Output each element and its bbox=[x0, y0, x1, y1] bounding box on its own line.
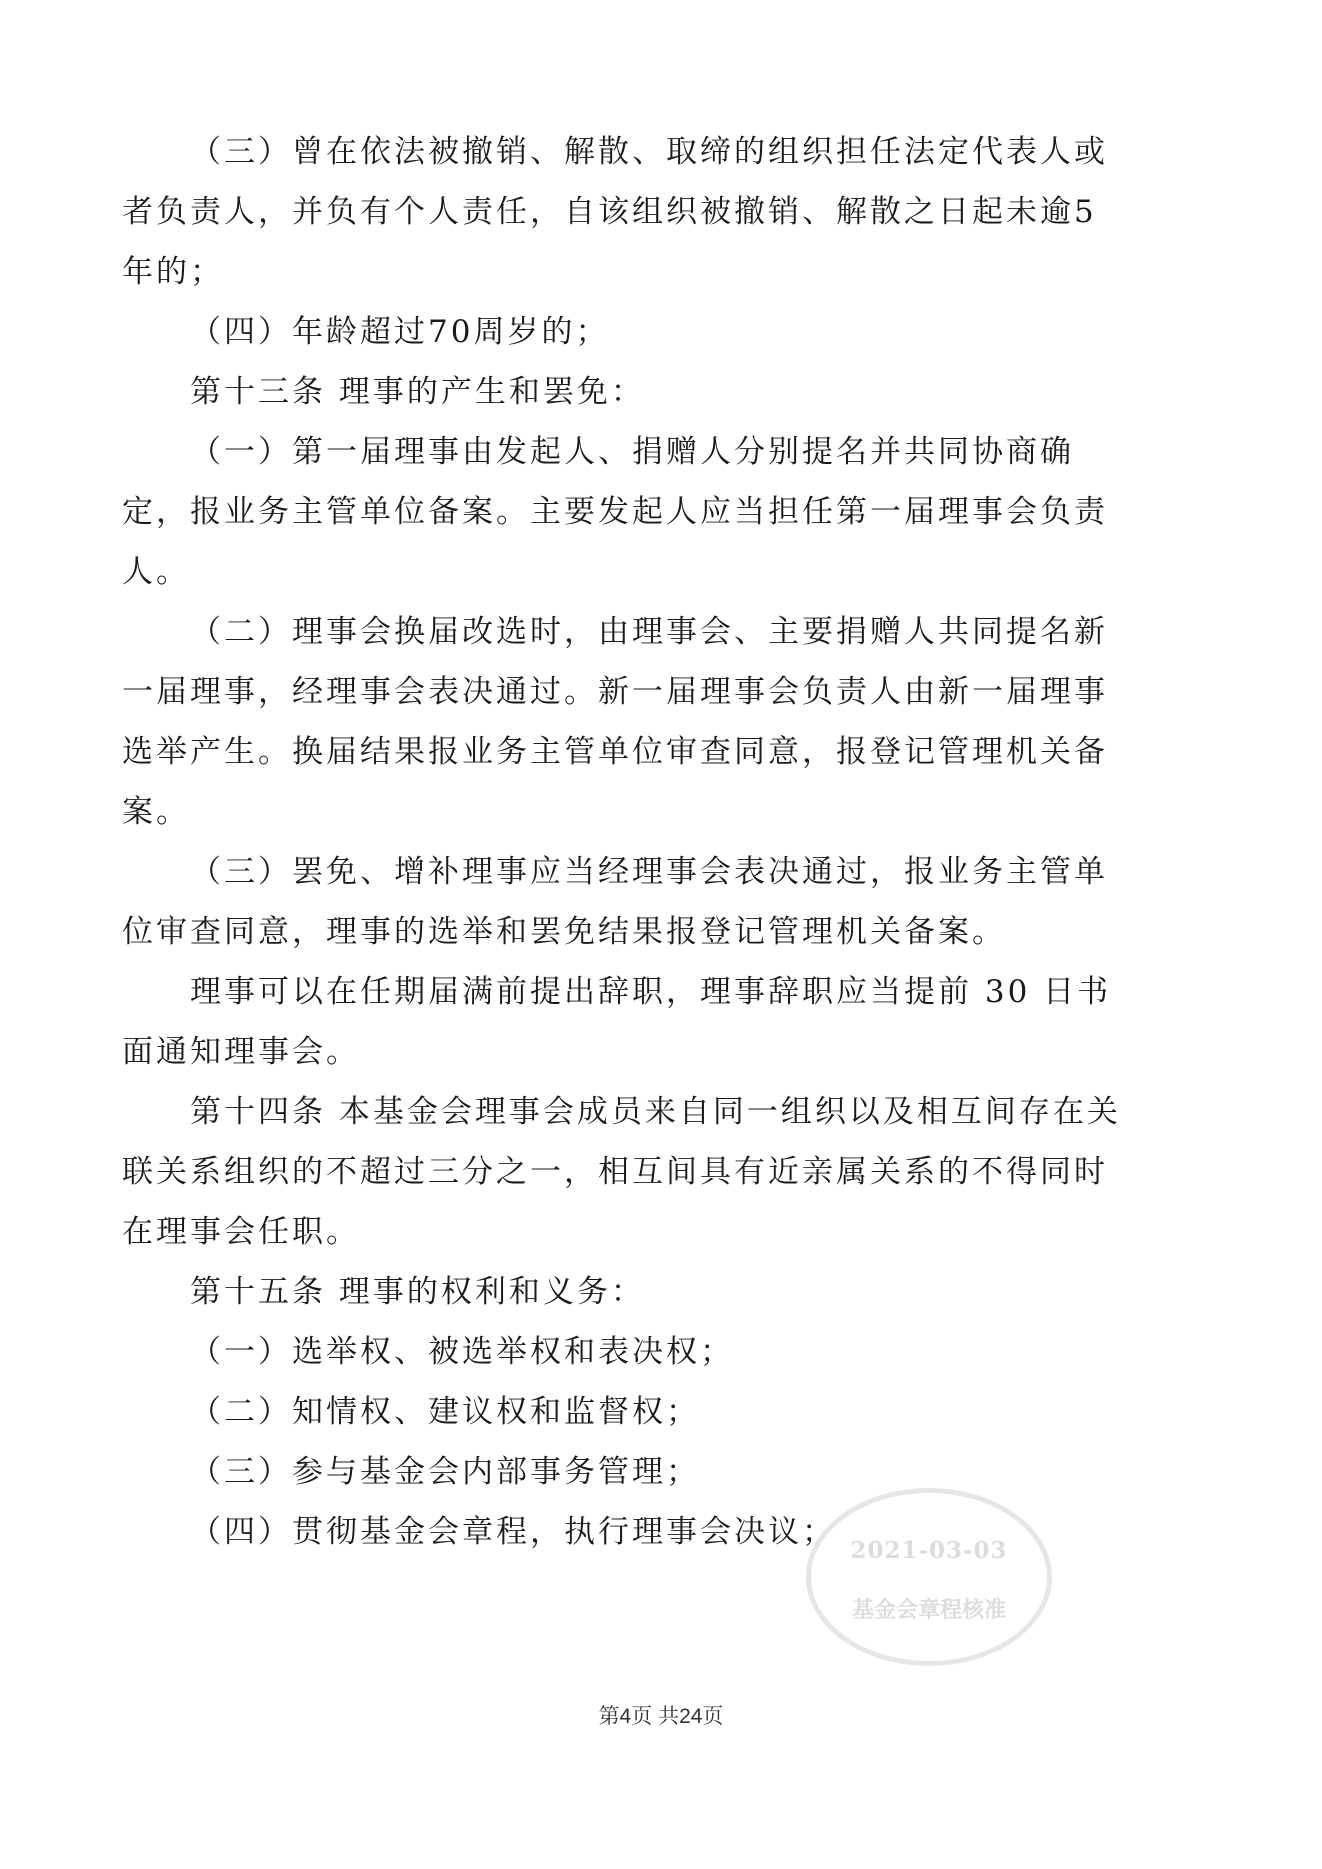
paragraph: 第十五条 理事的权利和义务： bbox=[190, 1274, 645, 1310]
paragraph: （三）曾在依法被撤销、解散、取缔的组织担任法定代表人或者负责人，并负有个人责任，自该组织被撤销、解散之日起未逾5年的； bbox=[122, 134, 1108, 290]
paragraph: （四）贯彻基金会章程，执行理事会决议； bbox=[190, 1514, 836, 1550]
paragraph: 理事可以在任期届满前提出辞职，理事辞职应当提前 30 日书面通知理事会。 bbox=[122, 974, 1112, 1070]
paragraph: （一）选举权、被选举权和表决权； bbox=[190, 1334, 734, 1370]
document-body bbox=[122, 122, 1122, 1562]
paragraph: 第十四条 本基金会理事会成员来自同一组织以及相互间存在关联关系组织的不超过三分之一，相互间具有近亲属关系的不得同时在理事会任职。 bbox=[122, 1094, 1121, 1250]
stamp-text: 基金会章程核准 bbox=[851, 1597, 1006, 1623]
approval-stamp bbox=[806, 1488, 1052, 1666]
stamp-date: 2021-03-03 bbox=[850, 1537, 1008, 1564]
paragraph: （二）理事会换届改选时，由理事会、主要捐赠人共同提名新一届理事，经理事会表决通过。新一届理事会负责人由新一届理事选举产生。换届结果报业务主管单位审查同意，报登记管理机关备案。 bbox=[122, 614, 1108, 830]
paragraph: （三）罢免、增补理事应当经理事会表决通过，报业务主管单位审查同意，理事的选举和罢免结果报登记管理机关备案。 bbox=[122, 854, 1108, 950]
paragraph: （四）年龄超过70周岁的； bbox=[190, 314, 610, 350]
paragraph: （一）第一届理事由发起人、捐赠人分别提名并共同协商确定，报业务主管单位备案。主要发起人应当担任第一届理事会负责人。 bbox=[122, 434, 1108, 590]
paragraph: 第十三条 理事的产生和罢免： bbox=[190, 374, 645, 410]
page-number: 第4页 共24页 bbox=[598, 1705, 724, 1728]
paragraph: （三）参与基金会内部事务管理； bbox=[190, 1454, 700, 1490]
paragraph: （二）知情权、建议权和监督权； bbox=[190, 1394, 700, 1430]
